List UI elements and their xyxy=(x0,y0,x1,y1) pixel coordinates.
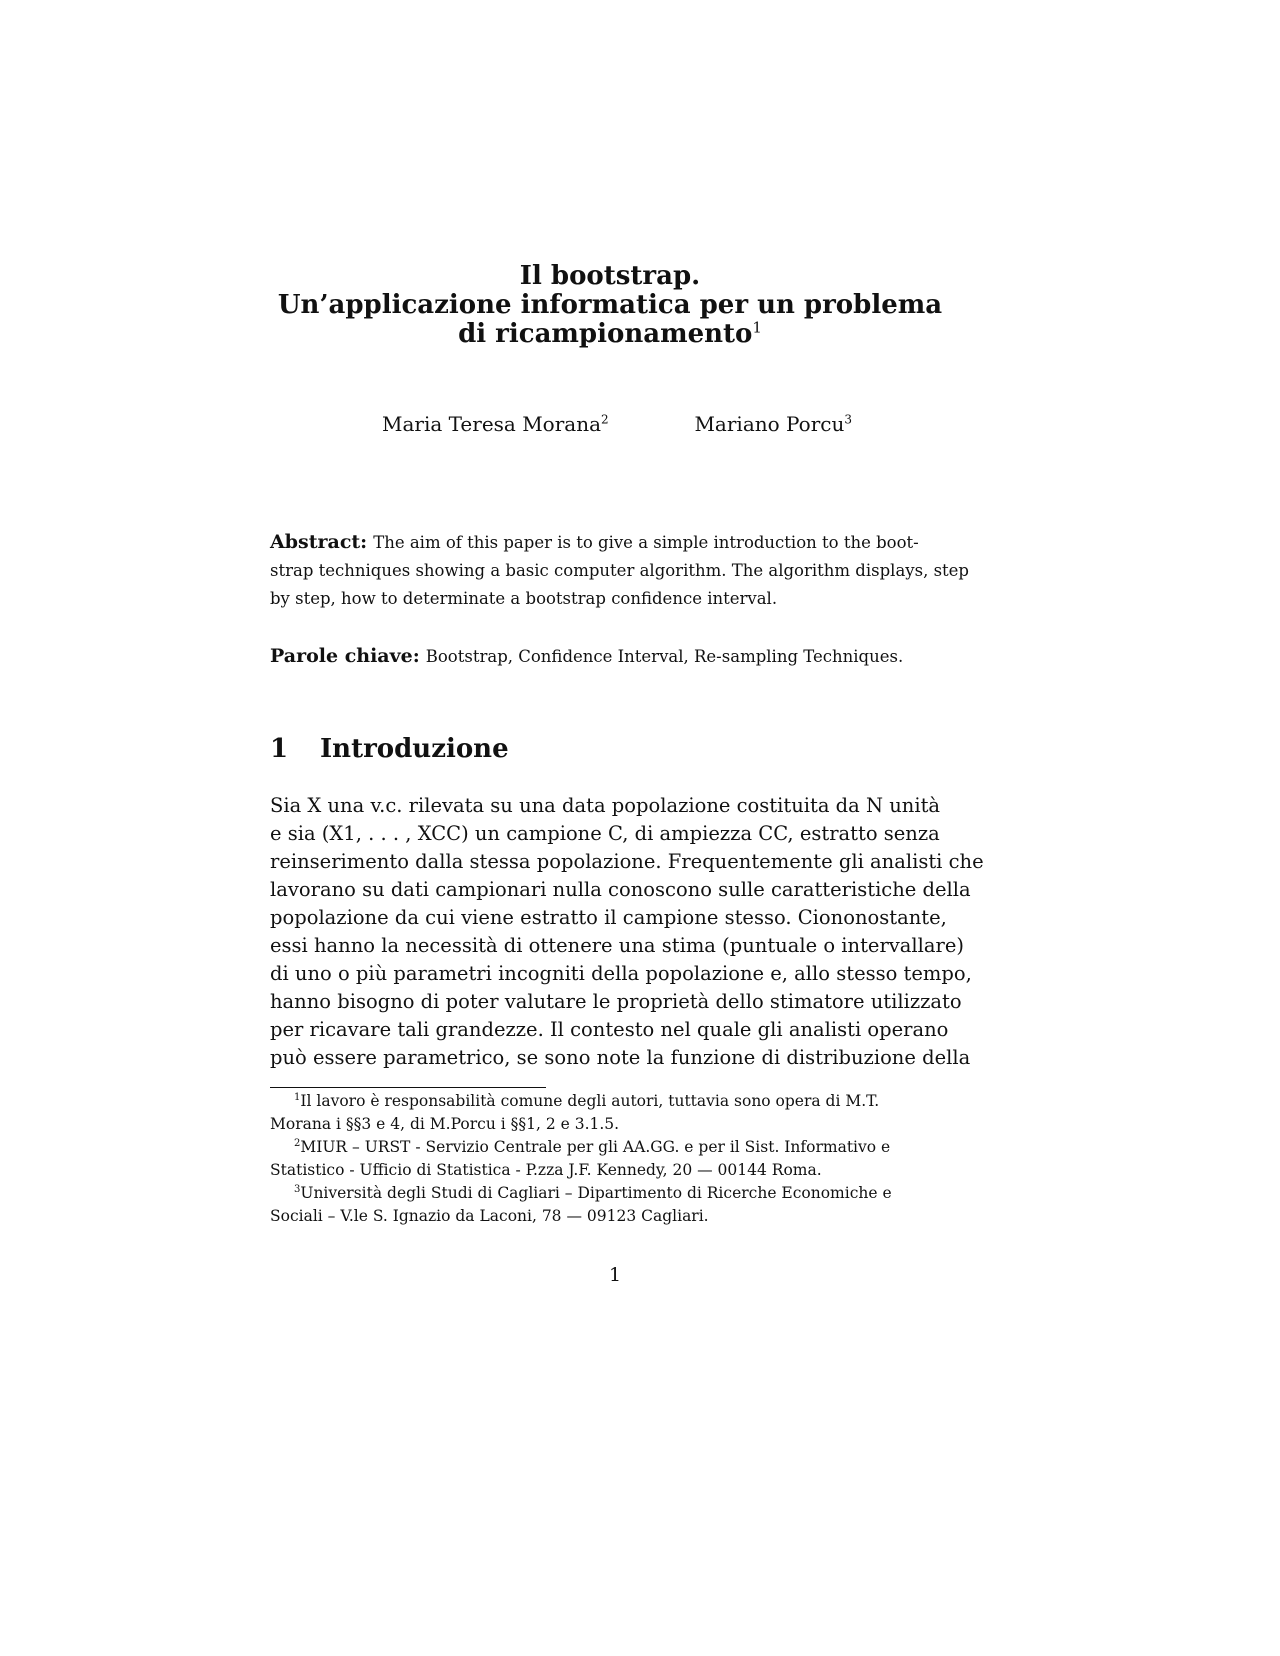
author-porcu xyxy=(694,412,852,436)
body-line: hanno bisogno di poter valutare le proprietà dello stimatore utilizzato xyxy=(270,990,962,1013)
footnote-2-line-2: Statistico - Ufficio di Statistica - P.zza J.F. Kennedy, 20 — 00144 Roma. xyxy=(270,1161,822,1179)
author-footnote-mark: 3 xyxy=(844,412,852,427)
section-heading xyxy=(270,734,509,764)
body-paragraph xyxy=(270,792,984,1072)
footnote-text: Il lavoro è responsabilità comune degli autori, tuttavia sono opera di M.T. xyxy=(300,1092,880,1110)
page-number: 1 xyxy=(608,1264,622,1286)
title-line-3-text: di ricampionamento xyxy=(458,319,753,349)
author-name: Mariano Porcu xyxy=(694,412,845,436)
footnote-mark: 3 xyxy=(294,1183,301,1195)
footnotes xyxy=(270,1090,960,1228)
footnote-1-line-2: Morana i §§3 e 4, di M.Porcu i §§1, 2 e 3.1.5. xyxy=(270,1115,620,1133)
keywords-text: Bootstrap, Confidence Interval, Re-sampling Techniques. xyxy=(425,647,904,666)
title-line-1: Il bootstrap. xyxy=(519,261,701,291)
body-line: e sia (X1, . . . , XCC) un campione C, di ampiezza CC, estratto senza xyxy=(270,822,940,845)
footnote-mark: 1 xyxy=(294,1091,301,1103)
body-line: di uno o più parametri incogniti della popolazione e, allo stesso tempo, xyxy=(270,962,972,985)
author-name: Maria Teresa Morana xyxy=(382,412,602,436)
abstract-line-1 xyxy=(270,528,960,557)
title-line-2: Un’applicazione informatica per un problema xyxy=(277,290,943,320)
abstract-line-2: strap techniques showing a basic computer algorithm. The algorithm displays, step xyxy=(270,561,969,580)
footnote-3-line-1 xyxy=(270,1182,960,1205)
body-line: essi hanno la necessità di ottenere una stima (puntuale o intervallare) xyxy=(270,934,964,957)
keywords xyxy=(270,642,960,671)
paper-title xyxy=(200,262,1020,349)
keywords-label: Parole chiave: xyxy=(270,645,420,667)
footnote-3-line-2: Sociali – V.le S. Ignazio da Laconi, 78 — 09123 Cagliari. xyxy=(270,1207,709,1225)
abstract-text-1: The aim of this paper is to give a simple introduction to the boot- xyxy=(373,533,919,552)
authors xyxy=(382,412,852,436)
title-line-3 xyxy=(200,320,1020,349)
title-footnote-mark: 1 xyxy=(752,318,762,337)
section-number: 1 xyxy=(270,734,289,764)
footnote-text: Università degli Studi di Cagliari – Dipartimento di Ricerche Economiche e xyxy=(300,1184,892,1202)
footnote-text: MIUR – URST - Servizio Centrale per gli AA.GG. e per il Sist. Informativo e xyxy=(300,1138,891,1156)
body-line: reinserimento dalla stessa popolazione. Frequentemente gli analisti che xyxy=(270,850,984,873)
footnote-rule xyxy=(270,1087,546,1088)
author-morana xyxy=(382,412,609,436)
body-line: per ricavare tali grandezze. Il contesto nel quale gli analisti operano xyxy=(270,1018,949,1041)
footnote-2-line-1 xyxy=(270,1136,960,1159)
author-footnote-mark: 2 xyxy=(601,412,609,427)
body-line: Sia X una v.c. rilevata su una data popolazione costituita da N unità xyxy=(270,794,941,817)
section-title: Introduzione xyxy=(320,734,509,764)
footnote-mark: 2 xyxy=(294,1137,301,1149)
abstract xyxy=(270,528,969,613)
body-line: popolazione da cui viene estratto il campione stesso. Ciononostante, xyxy=(270,906,947,929)
abstract-label: Abstract: xyxy=(270,531,368,553)
body-line: lavorano su dati campionari nulla conoscono sulle caratteristiche della xyxy=(270,878,971,901)
body-line: può essere parametrico, se sono note la funzione di distribuzione della xyxy=(270,1046,971,1069)
footnote-1-line-1 xyxy=(270,1090,960,1113)
abstract-line-3: by step, how to determinate a bootstrap confidence interval. xyxy=(270,589,778,608)
